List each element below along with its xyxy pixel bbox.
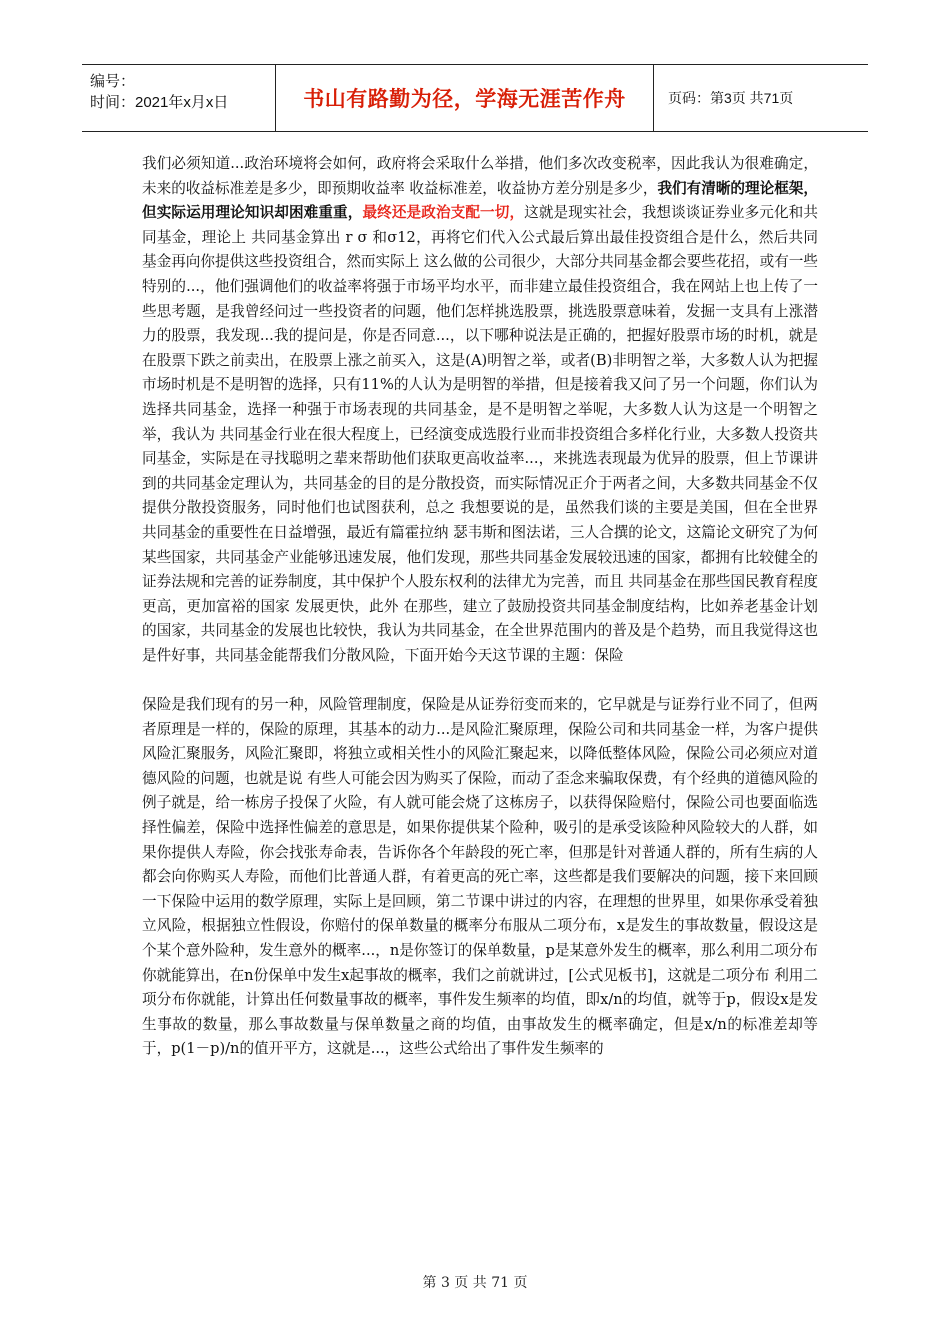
doc-number-label: 编号： (90, 73, 136, 90)
document-body (142, 152, 818, 1062)
date-line: 时间：2021年x月x日 (90, 94, 229, 111)
paragraph-text: 我们必须知道...政治环境将会如何，政府将会采取什么举措，他们多次改变税率，因此我认为很难确定，未来的收益标准差是多少，即预期收益率 收益标准差，收益协方差分别是多少， (142, 155, 818, 197)
page-header (82, 64, 868, 132)
header-page-info: 页码：第3页 共71页 (668, 90, 794, 106)
red-emphasis: 最终还是政治支配一切， (362, 204, 525, 222)
paragraph-text: 这就是现实社会，我想谈谈证券业多元化和共同基金，理论上 共同基金算出 r σ 和σ12，再将它们代入公式最后算出最佳投资组合是什么，然后共同基金再向你提供这些投资组合，然而实际上 这么做的公司很少，大部分共同基金都会要些花招，或有一些特别的...，他们强调他们的收益率将强于市场平均水平，而非建立最佳投资组合，我在网站上也上传了一些思考题，是我曾经问过一些投资者的问题，他们怎样挑选股票，挑选股票意味着，发掘一支具有上涨潜力的股票，我发现...我的提问是，你是否同意...，以下哪种说法是正确的，把握好股票市场的时机，就是在股票下跌之前卖出，在股票上涨之前买入，这是(A)明智之举，或者(B)非明智之举，大多数人认为把握市场时机是不是明智的选择，只有11%的人认为是明智的举措，但是接着我又问了另一个问题，你们认为选择共同基金，选择一种强于市场表现的共同基金，是不是明智之举呢，大多数人认为这是一个明智之举，我认为 共同基金行业在很大程度上，已经演变成选股行业而非投资组合多样化行业，大多数人投资共同基金，实际是在寻找聪明之辈来帮助他们获取更高收益率...，来挑选表现最为优异的股票，但上节课讲到的共同基金定理认为，共同基金的目的是分散投资，而实际情况正介于两者之间，大多数共同基金不仅提供分散投资服务，同时他们也试图获利，总之 我想要说的是，虽然我们谈的主要是美国，但在全世界 共同基金的重要性在日益增强，最近有篇霍拉纳 瑟韦斯和图法诺，三人合撰的论文，这篇论文研究了为何某些国家，共同基金产业能够迅速发展，他们发现，那些共同基金发展较迅速的国家，都拥有比较健全的证券法规和完善的证券制度，其中保护个人股东权利的法律尤为完善，而且 共同基金在那些国民教育程度更高，更加富裕的国家 发展更快，此外 在那些，建立了鼓励投资共同基金制度结构，比如养老基金计划的国家，共同基金的发展也比较快，我认为共同基金，在全世界范围内的普及是个趋势，而且我觉得这也是件好事，共同基金能帮我们分散风险，下面开始今天这节课的主题：保险 (142, 204, 818, 664)
bold-emphasis: 我们有清晰的理论框架，但实际运用理论知识却困难重重， (142, 179, 818, 222)
page-footer: 第 3 页 共 71 页 (422, 1275, 528, 1291)
header-slogan: 书山有路勤为径，学海无涯苦作舟 (276, 65, 654, 131)
header-meta (82, 65, 276, 131)
paragraph-insurance: 保险是我们现有的另一种，风险管理制度，保险是从证券衍变而来的，它早就是与证券行业不同了，但两者原理是一样的，保险的原理，其基本的动力...是风险汇聚原理，保险公司和共同基金一样，为客户提供风险汇聚服务，风险汇聚即，将独立或相关性小的风险汇聚起来，以降低整体风险，保险公司必须应对道德风险的问题，也就是说 有些人可能会因为购买了保险，而动了歪念来骗取保费，有个经典的道德风险的例子就是，给一栋房子投保了火险，有人就可能会烧了这栋房子，以获得保险赔付，保险公司也要面临选择性偏差，保险中选择性偏差的意思是，如果你提供某个险种，吸引的是承受该险种风险较大的人群，如果你提供人寿险，你会找张寿命表，告诉你各个年龄段的死亡率，但那是针对普通人群的，所有生病的人都会向你购买人寿险，而他们比普通人群，有着更高的死亡率，这些都是我们要解决的问题，接下来回顾一下保险中运用的数学原理，实际上是回顾，第二节课中讲过的内容，在理想的世界里，如果你承受着独立风险，根据独立性假设，你赔付的保单数量的概率分布服从二项分布，x是发生的事故数量，假设这是个某个意外险种，发生意外的概率...，n是你签订的保单数量，p是某意外发生的概率，那么利用二项分布你就能算出，在n份保单中发生x起事故的概率，我们之前就讲过，[公式见板书]，这就是二项分布 利用二项分布你就能，计算出任何数量事故的概率，事件发生频率的均值，即x/n的均值，就等于p，假设x是发生事故的数量，那么事故数量与保单数量之商的均值，由事故发生的概率确定，但是x/n的标准差却等于，p(1－p)/n的值开平方，这就是...，这些公式给出了事件发生频率的 (142, 696, 818, 1058)
paragraph-mutual-funds (142, 152, 818, 668)
